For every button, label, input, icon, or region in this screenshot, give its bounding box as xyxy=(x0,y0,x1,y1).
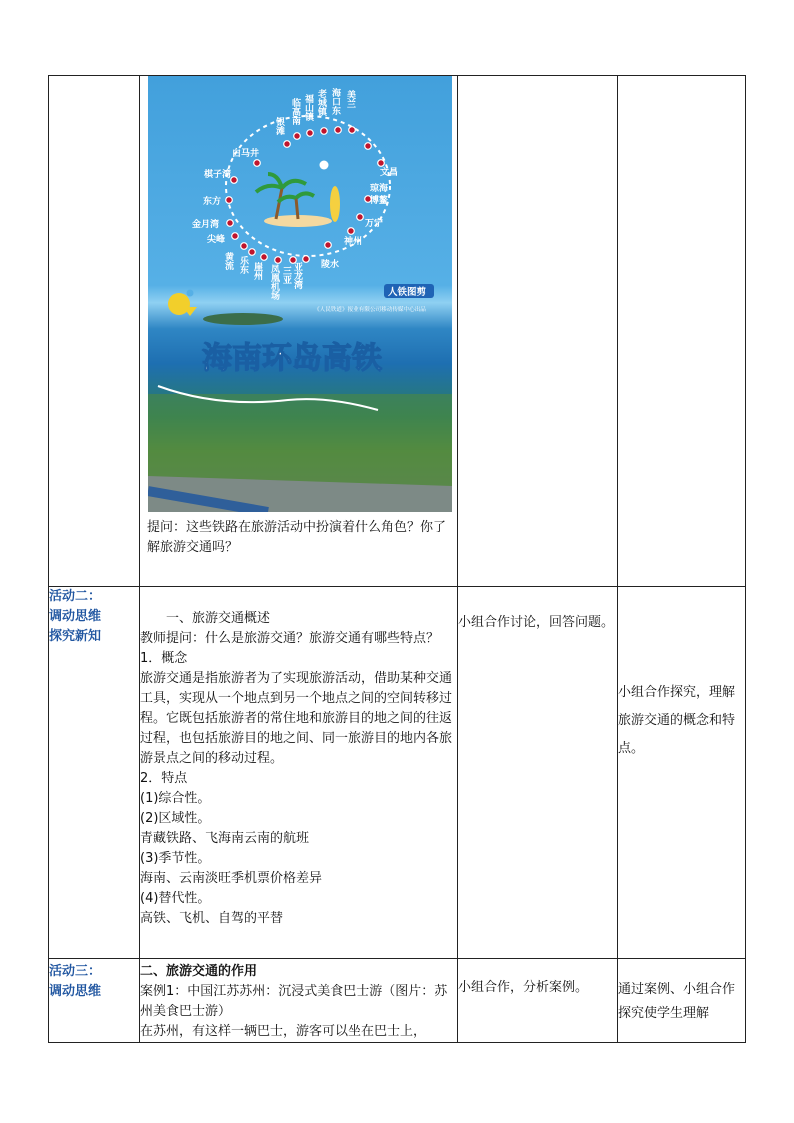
palm-leaves-icon xyxy=(256,174,314,202)
paragraph: 在苏州，有这样一辆巴士，游客可以坐在巴士上， xyxy=(140,1024,427,1039)
station-label: 琼海 xyxy=(370,184,389,194)
station-label: 黄流 xyxy=(223,252,233,270)
poster-credit: 《人民铁道》报业有限公司移动传媒中心出品 xyxy=(314,307,426,313)
activity-number: 活动三： xyxy=(49,964,102,979)
station-label: 银滩 xyxy=(274,117,284,135)
activity-name: 探究新知 xyxy=(49,629,102,644)
poster-title: 海南环岛高铁 xyxy=(202,341,382,376)
station-label: 临高南 xyxy=(290,98,300,125)
distant-island xyxy=(203,313,283,325)
station-label: 海口东 xyxy=(330,88,340,115)
station-label: 棋子湾 xyxy=(204,170,232,180)
student-activity-text: 小组合作讨论，回答问题。 xyxy=(458,615,615,630)
question-text: 提问：这些铁路在旅游活动中扮演着什么角色？你了解旅游交通吗？ xyxy=(147,520,447,555)
station-label: 陵水 xyxy=(321,260,340,270)
section-heading: 一、旅游交通概述 xyxy=(166,611,271,626)
palm-tree-icon xyxy=(276,188,298,219)
activity-cell xyxy=(49,76,140,587)
content-cell xyxy=(140,587,458,959)
station-label: 金月湾 xyxy=(192,220,220,230)
activity-cell xyxy=(49,959,140,1043)
paragraph: 教师提问：什么是旅游交通？旅游交通有哪些特点？ xyxy=(140,631,440,646)
example-text: 青藏铁路、飞海南云南的航班 xyxy=(140,831,310,846)
design-intent-text: 通过案例、小组合作探究使学生理解 xyxy=(618,982,736,1021)
student-activity-cell xyxy=(458,959,618,1043)
list-item: (2)区域性。 xyxy=(140,811,211,826)
design-intent-text: 小组合作探究，理解旅游交通的概念和特点。 xyxy=(618,685,736,756)
section-heading: 二、旅游交通的作用 xyxy=(140,964,258,979)
station-label: 凤凰机场 xyxy=(269,264,279,300)
activity-number: 活动二： xyxy=(49,589,102,604)
paragraph: 案例1：中国江苏苏州：沉浸式美食巴士游（图片：苏州美食巴士游） xyxy=(140,984,448,1019)
student-activity-cell xyxy=(458,76,618,587)
station-label: 神州 xyxy=(344,237,363,247)
station-label: 三亚 xyxy=(281,266,291,284)
example-text: 海南、云南淡旺季机票价格差异 xyxy=(140,871,323,886)
station-label: 万宁 xyxy=(365,219,384,229)
hainan-rail-poster xyxy=(148,76,452,512)
lesson-plan-table xyxy=(48,75,746,1043)
design-intent-cell xyxy=(618,587,746,959)
sun-icon xyxy=(320,161,329,170)
table-row xyxy=(49,959,746,1043)
paragraph: 旅游交通是指旅游者为了实现旅游活动，借助某种交通工具，实现从一个地点到另一个地点之间的空间转移过程。它既包括旅游者的常住地和旅游目的地之间的往返过程，也包括旅游目的地之间、同一旅游目的地内各旅游景点之间的移动过程。 xyxy=(140,671,453,766)
design-intent-cell xyxy=(618,959,746,1043)
content-cell xyxy=(140,76,458,587)
student-activity-text: 小组合作，分析案例。 xyxy=(458,980,589,995)
station-label: 乐东 xyxy=(238,256,248,274)
station-label: 福山镇 xyxy=(303,94,313,121)
media-badge: 人铁图剪 xyxy=(388,287,427,298)
station-label: 文昌 xyxy=(380,168,399,178)
subheading: 2．特点 xyxy=(140,771,188,786)
station-label: 东方 xyxy=(203,197,222,207)
example-text: 高铁、飞机、自驾的平替 xyxy=(140,911,284,926)
list-item: (1)综合性。 xyxy=(140,791,211,806)
activity-cell xyxy=(49,587,140,959)
station-label: 崖州 xyxy=(252,262,262,280)
location-pin-icon xyxy=(168,293,197,316)
student-activity-cell xyxy=(458,587,618,959)
table-row xyxy=(49,587,746,959)
list-item: (3)季节性。 xyxy=(140,851,211,866)
rail-loop-route xyxy=(226,116,390,256)
activity-name: 调动思维 xyxy=(49,609,102,624)
poster-artwork xyxy=(148,76,452,512)
station-label: 亚龙湾 xyxy=(292,262,302,289)
station-label: 白马井 xyxy=(232,149,260,159)
list-item: (4)替代性。 xyxy=(140,891,211,906)
activity-name: 调动思维 xyxy=(49,984,102,999)
design-intent-cell xyxy=(618,76,746,587)
station-label: 博鳌 xyxy=(370,196,389,206)
station-label: 老城镇 xyxy=(316,89,326,116)
table-row xyxy=(49,76,746,587)
station-label: 尖峰 xyxy=(207,235,226,245)
subheading: 1．概念 xyxy=(140,651,188,666)
surfboard-icon xyxy=(330,186,340,222)
content-cell xyxy=(140,959,458,1043)
station-label: 美兰 xyxy=(345,90,355,108)
